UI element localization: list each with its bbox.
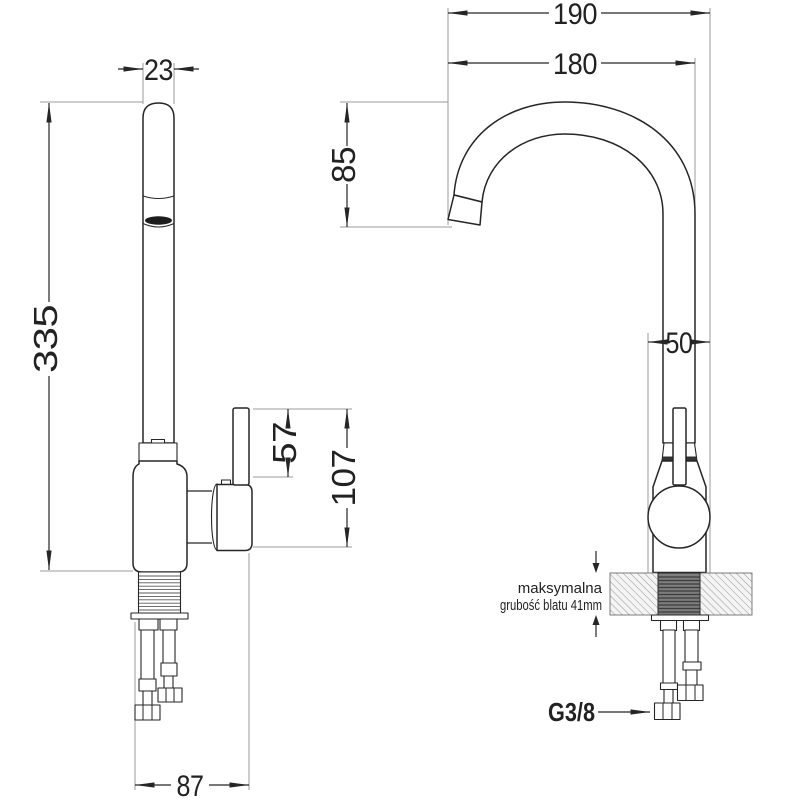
front-threaded-shank — [658, 573, 700, 615]
dim-label-180: 180 — [553, 48, 597, 81]
dimension-50 — [648, 327, 710, 360]
dimension-107 — [325, 409, 362, 547]
dim-label-57: 57 — [266, 428, 303, 464]
dimension-87 — [135, 770, 249, 800]
front-handle-lever — [673, 408, 686, 485]
countertop-thickness-callout — [500, 551, 603, 637]
dim-label-335: 335 — [27, 319, 64, 373]
faucet-side-view — [131, 103, 252, 720]
dimension-85 — [325, 103, 362, 227]
faucet-front-view — [448, 102, 752, 720]
dim-label-23: 23 — [144, 54, 173, 87]
countertop-note-line2: grubość blatu 41mm — [500, 597, 602, 614]
side-body — [133, 461, 187, 572]
countertop-note-line1: maksymalna — [517, 580, 602, 597]
side-collar — [139, 443, 177, 461]
dimension-190 — [448, 0, 710, 31]
side-handle-mount — [217, 485, 252, 551]
dim-label-50: 50 — [665, 327, 693, 360]
front-gooseneck-spout — [454, 102, 695, 443]
dimension-57 — [266, 409, 303, 477]
dimension-335 — [27, 103, 64, 570]
side-threaded-shank — [139, 572, 181, 613]
side-aerator — [145, 216, 172, 224]
dimension-180 — [448, 48, 695, 81]
dim-label-85: 85 — [325, 147, 362, 183]
front-body-sphere — [648, 486, 710, 548]
front-washer — [652, 615, 709, 621]
side-mounting-hardware — [135, 619, 182, 720]
dimension-23 — [118, 54, 199, 87]
side-mounting-flange — [131, 613, 188, 619]
dim-label-190: 190 — [553, 0, 597, 31]
side-riser-column — [143, 103, 174, 443]
front-mounting-hardware — [655, 621, 704, 720]
dim-label-87: 87 — [176, 770, 204, 800]
side-handle-lever — [233, 408, 249, 485]
dim-label-107: 107 — [325, 452, 362, 507]
thread-size-label: G3/8 — [548, 697, 595, 727]
thread-size-callout — [548, 697, 650, 727]
